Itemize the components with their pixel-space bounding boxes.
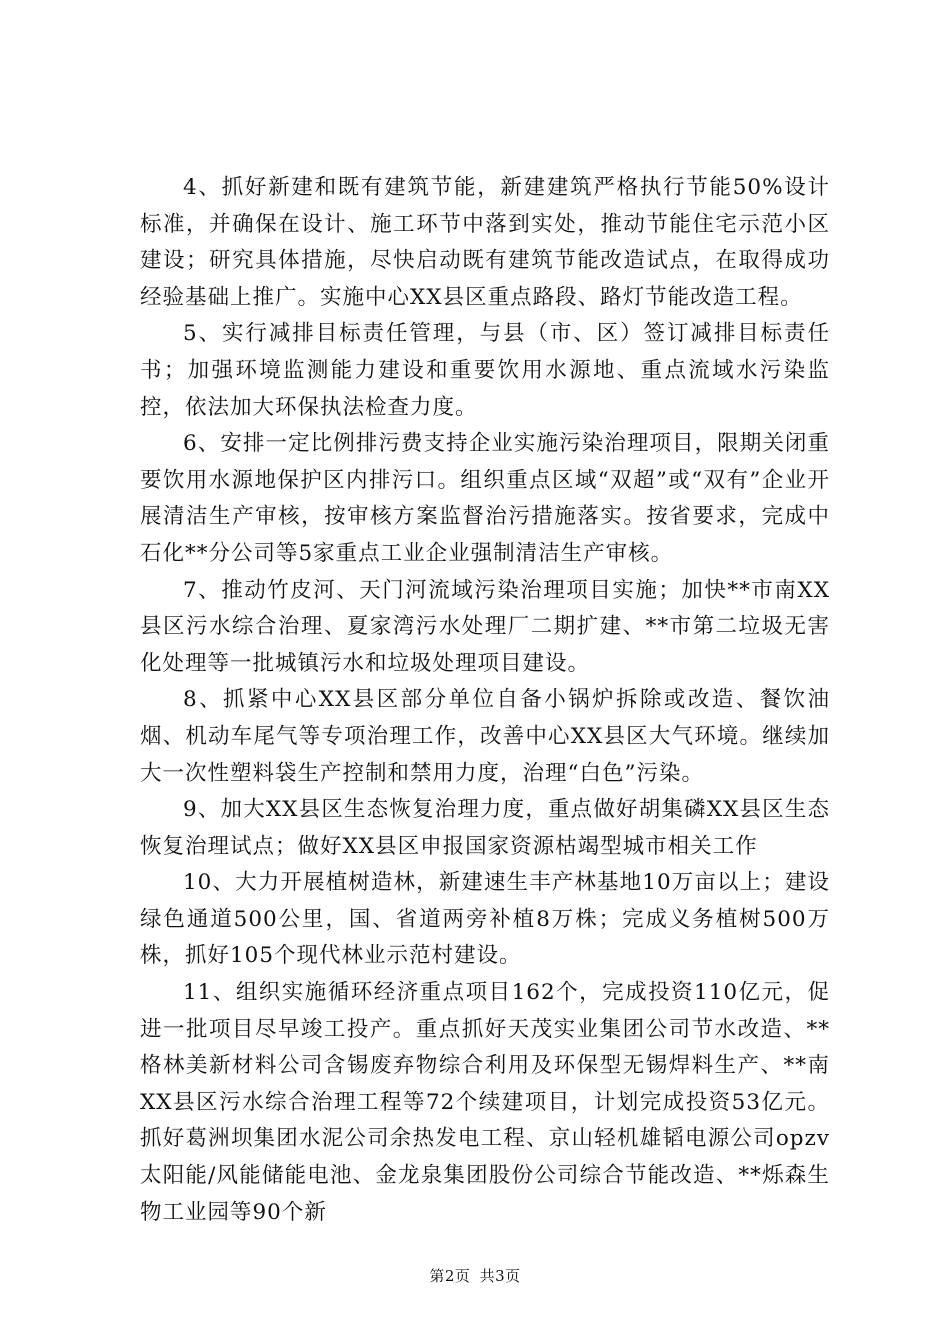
paragraph-item-6: 6、安排一定比例排污费支持企业实施污染治理项目，限期关闭重要饮用水源地保护区内排污口。组织重点区域“双超”或“双有”企业开展清洁生产审核，按审核方案监督治污措施落实。按省要求，完成中石化**分公司等5家重点工业企业强制清洁生产审核。 [140, 431, 830, 566]
paragraph-item-7: 7、推动竹皮河、天门河流域污染治理项目实施；加快**市南XX县区污水综合治理、夏家湾污水处理厂二期扩建、**市第二垃圾无害化处理等一批城镇污水和垃圾处理项目建设。 [140, 577, 830, 676]
paragraph-item-4: 4、抓好新建和既有建筑节能，新建建筑严格执行节能50%设计标准，并确保在设计、施工环节中落到实处，推动节能住宅示范小区建设；研究具体措施，尽快启动既有建筑节能改造试点，在取得成功经验基础上推广。实施中心XX县区重点路段、路灯节能改造工程。 [140, 175, 830, 310]
paragraph-item-5: 5、实行减排目标责任管理，与县（市、区）签订减排目标责任书；加强环境监测能力建设和重要饮用水源地、重点流域水污染监控，依法加大环保执法检查力度。 [140, 321, 830, 420]
paragraph-item-10: 10、大力开展植树造林，新建速生丰产林基地10万亩以上；建设绿色通道500公里，国、省道两旁补植8万株；完成义务植树500万株，抓好105个现代林业示范村建设。 [140, 870, 830, 969]
paragraph-item-9: 9、加大XX县区生态恢复治理力度，重点做好胡集磷XX县区生态恢复治理试点；做好XX县区申报国家资源枯竭型城市相关工作 [140, 797, 830, 859]
page-total: 共3页 [479, 1267, 521, 1285]
paragraph-item-8: 8、抓紧中心XX县区部分单位自备小锅炉拆除或改造、餐饮油烟、机动车尾气等专项治理工作，改善中心XX县区大气环境。继续加大一次性塑料袋生产控制和禁用力度，治理“白色”污染。 [140, 687, 830, 786]
page-footer [0, 1266, 950, 1286]
page-number: 第2页 [429, 1267, 471, 1285]
paragraph-item-11: 11、组织实施循环经济重点项目162个，完成投资110亿元，促进一批项目尽早竣工投产。重点抓好天茂实业集团公司节水改造、**格林美新材料公司含锡废弃物综合利用及环保型无锡焊料生产、**南XX县区污水综合治理工程等72个续建项目，计划完成投资53亿元。抓好葛洲坝集团水泥公司余热发电工程、京山轻机雄韬电源公司opzv太阳能/风能储能电池、金龙泉集团股份公司综合节能改造、**烁森生物工业园等90个新 [140, 980, 830, 1225]
document-body [140, 170, 830, 1231]
